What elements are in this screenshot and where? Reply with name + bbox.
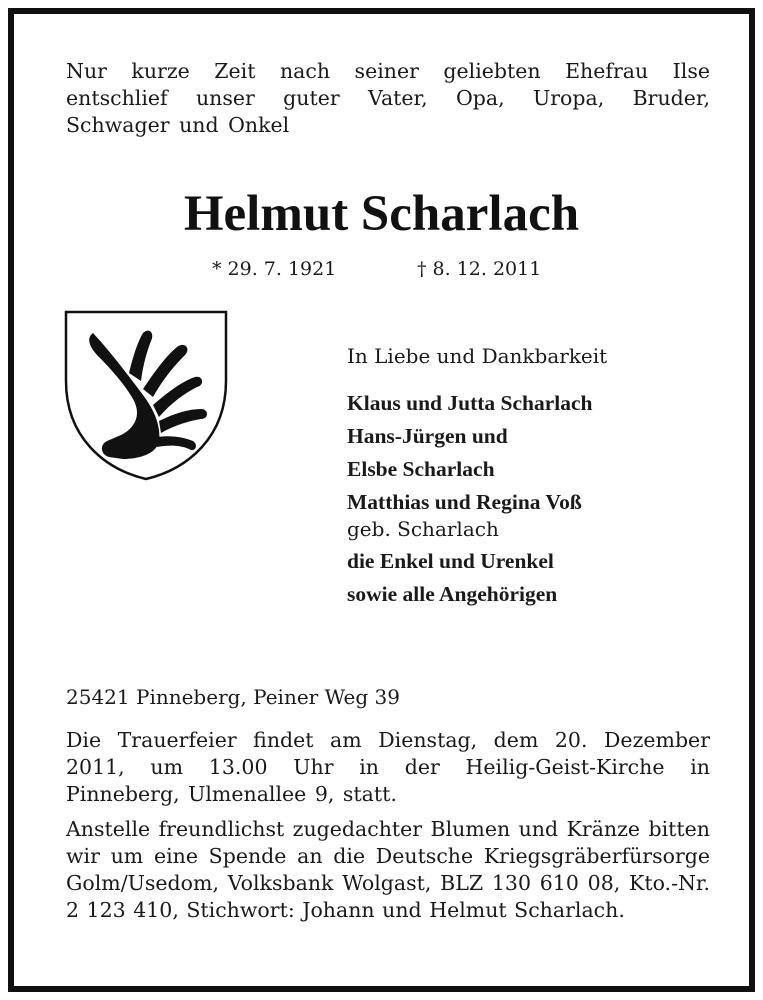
funeral-notice: Die Trauerfeier findet am Dienstag, dem 20. Dezember 2011, um 13.00 Uhr in der Heilig-Geist-Kirche in Pinneberg, Ulmenallee 9, statt. [66,728,710,806]
family-member-2: Hans-Jürgen und [347,424,508,448]
obituary-frame [8,8,755,992]
family-member-3: Elsbe Scharlach [347,457,495,481]
address-line: 25421 Pinneberg, Peiner Weg 39 [66,685,400,709]
family-list [347,343,727,611]
gratitude-line: In Liebe und Dankbarkeit [347,344,608,368]
family-member-4: Matthias und Regina Voß [347,490,582,514]
deceased-name: Helmut Scharlach [183,186,580,242]
coat-of-arms-antler-icon [63,309,229,481]
birth-date: * 29. 7. 1921 [212,258,337,280]
family-member-1: Klaus und Jutta Scharlach [347,391,593,415]
family-member-4-nee: geb. Scharlach [347,517,499,541]
family-member-6: sowie alle Angehörigen [347,582,558,606]
family-member-5: die Enkel und Urenkel [347,549,554,573]
donation-request: Anstelle freundlichst zugedachter Blumen und Kränze bitten wir um eine Spende an die Deutsche Kriegsgräberfürsorge Golm/Usedom, Volksbank Wolgast, BLZ 130 610 08, Kto.-Nr. 2 123 410, Stichwort: Johann und Helmut Scharlach. [66,817,710,922]
death-date: † 8. 12. 2011 [417,258,542,280]
intro-text: Nur kurze Zeit nach seiner geliebten Ehefrau Ilse entschlief unser guter Vater, Opa, Uropa, Bruder, Schwager und Onkel [66,59,710,137]
